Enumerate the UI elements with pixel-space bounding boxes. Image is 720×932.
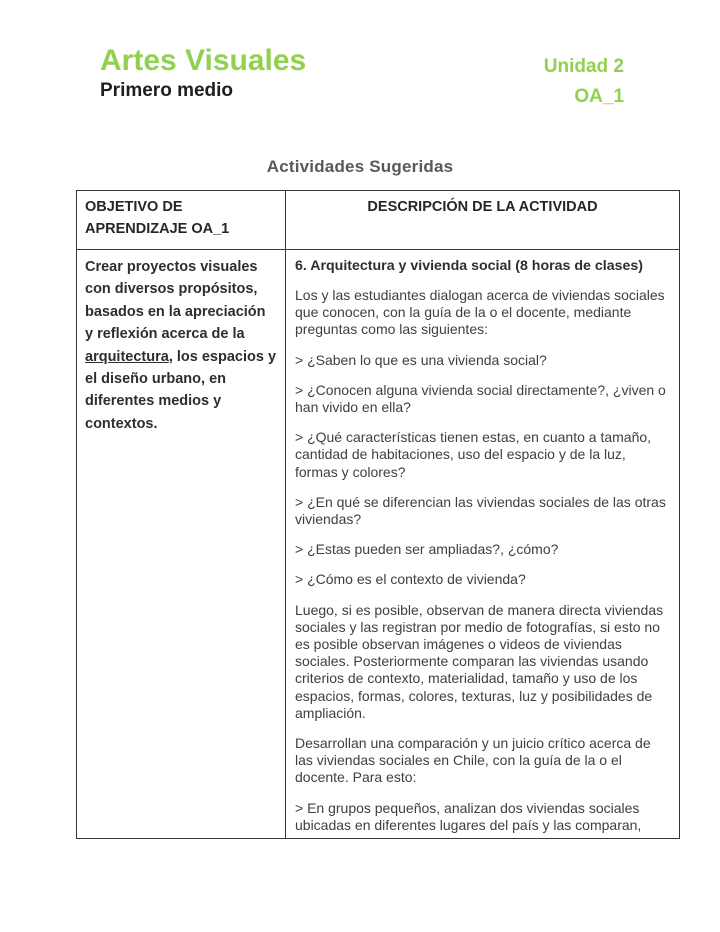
column-header-description: DESCRIPCIÓN DE LA ACTIVIDAD: [286, 191, 680, 250]
grade-level: Primero medio: [100, 80, 234, 101]
activity-cell: [286, 250, 680, 839]
activity-question: > ¿Saben lo que es una vivienda social?: [295, 351, 547, 368]
table-header-row: [77, 191, 680, 250]
header-left: [100, 45, 306, 102]
underlined-term: arquitectura: [85, 348, 169, 365]
activity-paragraph: Los y las estudiantes dialogan acerca de viviendas sociales que conocen, con la guía de la o el docente, mediante preguntas como las siguientes:: [295, 287, 665, 338]
column-header-objective: OBJETIVO DE APRENDIZAJE OA_1: [77, 191, 286, 250]
activity-question: > ¿Estas pueden ser ampliadas?, ¿cómo?: [295, 541, 559, 558]
table-head: [77, 191, 680, 250]
objective-text-before: Crear proyectos visuales con diversos propósitos, basados en la apreciación y reflexión acerca de la: [85, 259, 266, 343]
oa-label: OA_1: [574, 86, 624, 107]
activity-paragraph: Desarrollan una comparación y un juicio crítico acerca de las viviendas sociales en Chile, con la guía de la o el docente. Para esto:: [295, 735, 651, 786]
table-row: [77, 250, 680, 839]
activity-question: > ¿Cómo es el contexto de vivienda?: [295, 571, 526, 588]
activity-question: > ¿En qué se diferencian las viviendas sociales de las otras viviendas?: [295, 493, 666, 528]
activities-table: [76, 190, 680, 839]
activity-question: > ¿Qué características tienen estas, en cuanto a tamaño, cantidad de habitaciones, uso del espacio y de la luz, formas y colores?: [295, 429, 652, 480]
objective-cell: [77, 250, 286, 839]
objective-text-after: , los espacios y el diseño urbano, en diferentes medios y contextos.: [85, 348, 277, 432]
subject-title: Artes Visuales: [100, 44, 307, 77]
document-header: [0, 0, 720, 112]
activity-heading: 6. Arquitectura y vivienda social (8 horas de clases): [295, 258, 644, 274]
objective-text: [85, 256, 277, 435]
header-right: [544, 45, 624, 112]
section-title: Actividades Sugeridas: [266, 157, 454, 176]
activity-paragraph: > En grupos pequeños, analizan dos viviendas sociales ubicadas en diferentes lugares del país y las comparan,: [295, 799, 642, 833]
activity-paragraph: Luego, si es posible, observan de manera directa viviendas sociales y las registran por medio de fotografías, si esto no es posible observan imágenes o videos de viviendas sociales. Posteriormente comparan las viviendas usando criterios de contexto, materialidad, tamaño y uso de los espacios, formas, colores, texturas, luz y posibilidades de ampliación.: [295, 601, 664, 721]
activity-question: > ¿Conocen alguna vivienda social directamente?, ¿viven o han vivido en ella?: [295, 381, 666, 416]
unit-label: Unidad 2: [543, 56, 624, 77]
table-body: [77, 250, 680, 839]
